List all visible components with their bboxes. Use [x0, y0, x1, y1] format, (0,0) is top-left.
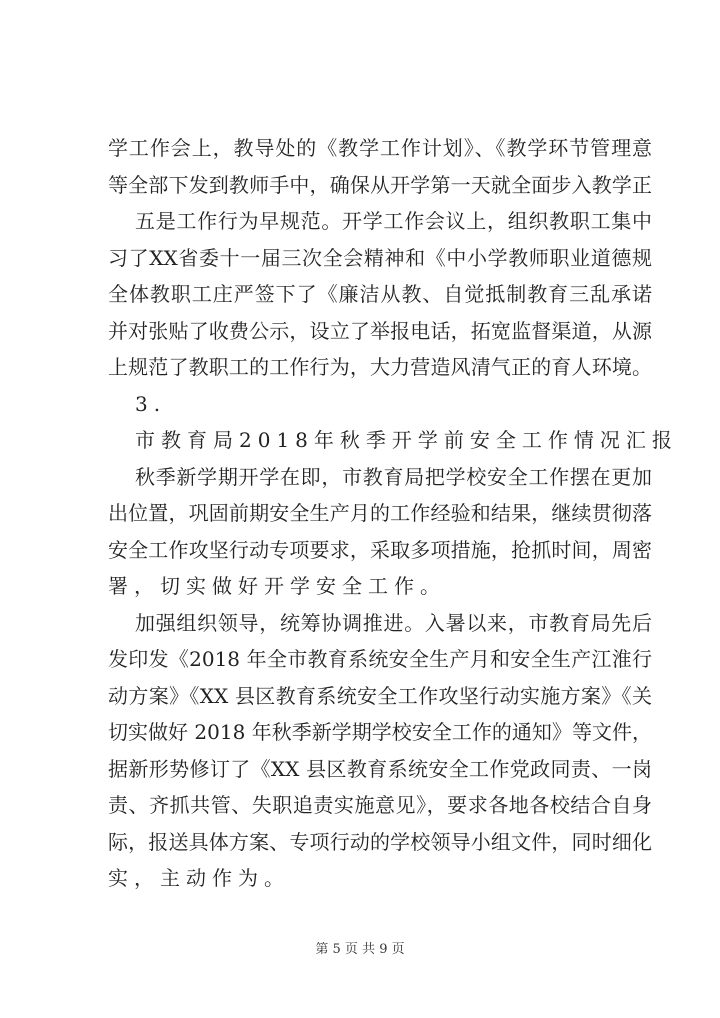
text-line: 责、齐抓共管、失职追责实施意见》，要求各地各校结合自身	[108, 793, 652, 817]
text-line: 市教育局2018年秋季开学前安全工作情况汇报	[135, 428, 678, 452]
text-line: 秋季新学期开学在即，市教育局把学校安全工作摆在更加	[135, 464, 652, 489]
text-line: 发印发《2018 年全市教育系统安全生产月和安全生产江淮行	[108, 647, 652, 671]
text-line: 等全部下发到教师手中，确保从开学第一天就全面步入教学正	[108, 172, 652, 197]
page-number-footer: 第 5 页 共 9 页	[315, 942, 405, 957]
text-line: 全体教职工庄严签下了《廉洁从教、自觉抵制教育三乱承诺	[108, 282, 652, 306]
text-line: 上规范了教职工的工作行为，大力营造风清气正的育人环境。	[108, 355, 652, 379]
text-line: 3.	[135, 391, 167, 416]
text-line: 据新形势修订了《XX 县区教育系统安全工作党政同责、一岗	[108, 756, 652, 781]
text-line: 动方案》《XX 县区教育系统安全工作攻坚行动实施方案》《关	[108, 683, 652, 708]
text-line: 五是工作行为早规范。开学工作会议上，组织教职工集中	[135, 209, 652, 233]
text-line: 学工作会上，教导处的《教学工作计划》、《教学环节管理意	[108, 136, 652, 160]
text-line: 切实做好 2018 年秋季新学期学校安全工作的通知》等文件，	[108, 720, 652, 744]
text-line: 实，主动作为。	[108, 866, 290, 890]
text-line: 习了XX省委十一届三次全会精神和《中小学教师职业道德规	[108, 245, 652, 270]
text-line: 出位置，巩固前期安全生产月的工作经验和结果，继续贯彻落	[108, 501, 652, 525]
document-body	[108, 130, 678, 897]
text-line: 并对张贴了收费公示，设立了举报电话，拓宽监督渠道，从源	[108, 318, 652, 343]
text-line: 安全工作攻坚行动专项要求，采取多项措施，抢抓时间，周密	[108, 537, 652, 562]
text-line: 署，切实做好开学安全工作。	[108, 574, 446, 598]
text-line: 际，报送具体方案、专项行动的学校领导小组文件，同时细化	[108, 829, 652, 854]
text-line: 加强组织领导，统筹协调推进。入暑以来，市教育局先后	[135, 610, 652, 635]
